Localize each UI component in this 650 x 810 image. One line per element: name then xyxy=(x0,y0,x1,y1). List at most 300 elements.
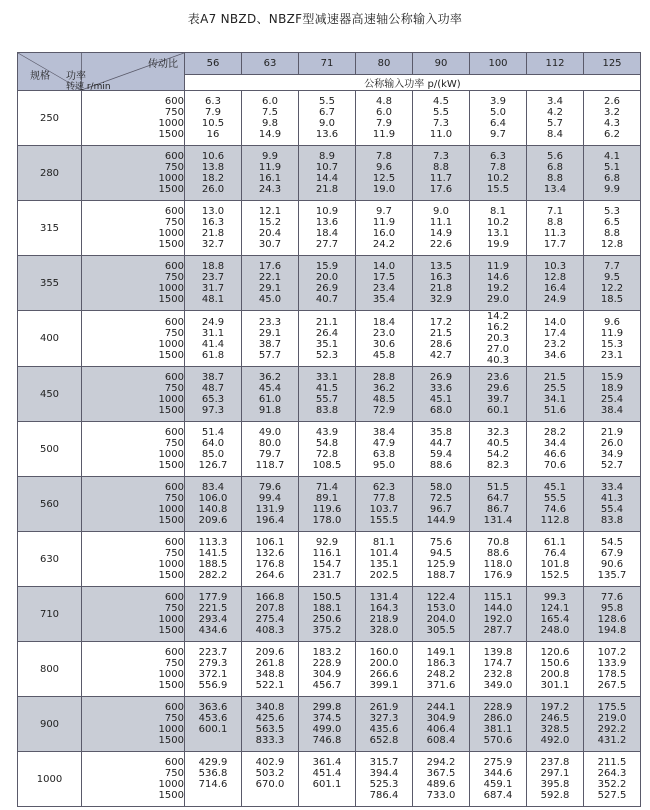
power-value: 786.4 xyxy=(369,790,399,801)
table-row xyxy=(18,367,641,422)
power-value: 7.3 xyxy=(433,151,449,162)
power-value: 434.6 xyxy=(198,625,228,636)
speed-value: 1500 xyxy=(158,239,184,250)
ratio-header-cell: 63 xyxy=(242,53,299,75)
power-value: 45.1 xyxy=(543,482,567,493)
power-value: 14.9 xyxy=(429,228,453,239)
power-values-cell xyxy=(470,752,527,807)
power-value: 34.1 xyxy=(543,394,567,405)
power-value: 17.5 xyxy=(372,272,396,283)
power-value: 126.7 xyxy=(198,460,228,471)
power-value: 45.0 xyxy=(258,294,282,305)
speed-values-cell xyxy=(82,91,185,146)
speed-value: 600 xyxy=(164,482,184,493)
power-value: 144.9 xyxy=(426,515,456,526)
power-value: 9.7 xyxy=(376,206,392,217)
power-values-cell xyxy=(299,587,356,642)
power-values-cell xyxy=(470,91,527,146)
power-value: 55.7 xyxy=(315,394,339,405)
power-value: 228.9 xyxy=(312,658,342,669)
power-value: 77.8 xyxy=(372,493,396,504)
power-values-cell xyxy=(584,532,641,587)
power-table xyxy=(17,52,641,807)
power-values-cell xyxy=(527,422,584,477)
power-value: 188.7 xyxy=(426,570,456,581)
power-value: 372.1 xyxy=(198,669,228,680)
speed-values-cell xyxy=(82,477,185,532)
power-values-cell xyxy=(185,752,242,807)
power-value: 41.4 xyxy=(201,338,225,350)
power-values-cell xyxy=(299,642,356,697)
power-value: 16.1 xyxy=(258,173,282,184)
power-value: 670.0 xyxy=(255,779,285,790)
power-value: 304.9 xyxy=(426,713,456,724)
power-value: 188.1 xyxy=(312,603,342,614)
power-value: 3.4 xyxy=(547,96,563,107)
power-value: 204.0 xyxy=(426,614,456,625)
power-values-cell xyxy=(470,146,527,201)
power-value: 600.1 xyxy=(198,724,228,735)
speed-value: 600 xyxy=(164,316,184,328)
power-value: 348.8 xyxy=(255,669,285,680)
power-value: 17.6 xyxy=(258,261,282,272)
ratio-header-cell: 56 xyxy=(185,53,242,75)
power-value: 16.0 xyxy=(372,228,396,239)
power-value: 275.4 xyxy=(255,614,285,625)
speed-values-cell xyxy=(82,311,185,367)
power-value: 106.0 xyxy=(198,493,228,504)
power-value: 91.8 xyxy=(258,405,282,416)
power-value: 92.9 xyxy=(315,537,339,548)
power-value: 19.9 xyxy=(486,239,510,250)
table-row xyxy=(18,642,641,697)
power-value: 150.5 xyxy=(312,592,342,603)
power-value: 86.7 xyxy=(486,504,510,515)
power-value: 79.6 xyxy=(258,482,282,493)
power-values-cell xyxy=(527,477,584,532)
speed-values-cell xyxy=(82,532,185,587)
power-value: 6.8 xyxy=(604,173,620,184)
power-value: 34.4 xyxy=(543,438,567,449)
power-value: 11.3 xyxy=(543,228,567,239)
power-values-cell xyxy=(299,311,356,367)
size-cell: 900 xyxy=(18,697,82,752)
power-value: 54.2 xyxy=(486,449,510,460)
power-values-cell xyxy=(413,532,470,587)
table-row xyxy=(18,752,641,807)
power-value: 9.5 xyxy=(604,272,620,283)
power-value: 18.4 xyxy=(372,316,396,328)
power-value: 27.7 xyxy=(315,239,339,250)
power-value: 18.4 xyxy=(315,228,339,239)
power-value: 14.0 xyxy=(543,316,567,328)
power-value: 6.3 xyxy=(490,151,506,162)
power-value: 4.5 xyxy=(433,96,449,107)
power-value: 139.8 xyxy=(483,647,513,658)
power-value: 5.0 xyxy=(490,107,506,118)
power-values-cell xyxy=(242,201,299,256)
power-value: 202.5 xyxy=(369,570,399,581)
power-values-cell xyxy=(299,697,356,752)
power-value: 41.5 xyxy=(315,383,339,394)
power-value xyxy=(185,735,241,746)
power-value: 194.8 xyxy=(597,625,627,636)
power-value: 15.9 xyxy=(315,261,339,272)
power-value: 367.5 xyxy=(426,768,456,779)
power-value: 25.4 xyxy=(600,394,624,405)
power-value: 8.8 xyxy=(547,173,563,184)
speed-value: 750 xyxy=(164,548,184,559)
power-values-cell xyxy=(527,91,584,146)
power-value: 5.5 xyxy=(433,107,449,118)
power-values-cell xyxy=(527,367,584,422)
power-value: 3.2 xyxy=(604,107,620,118)
power-value: 499.0 xyxy=(312,724,342,735)
power-value: 406.4 xyxy=(426,724,456,735)
power-value: 29.1 xyxy=(258,283,282,294)
power-value: 152.5 xyxy=(540,570,570,581)
speed-value: 1000 xyxy=(158,228,184,239)
power-value: 301.1 xyxy=(540,680,570,691)
power-value: 7.8 xyxy=(376,151,392,162)
power-value: 264.6 xyxy=(255,570,285,581)
power-value: 20.3 xyxy=(486,333,510,344)
table-title: 表A7 NBZD、NBZF型减速器高速轴公称输入功率 xyxy=(187,12,463,26)
power-value: 31.1 xyxy=(201,327,225,339)
power-value: 14.6 xyxy=(486,272,510,283)
power-value: 14.0 xyxy=(372,261,396,272)
table-row xyxy=(18,532,641,587)
power-value: 32.7 xyxy=(201,239,225,250)
power-value: 7.7 xyxy=(604,261,620,272)
power-value: 45.1 xyxy=(429,394,453,405)
power-values-cell xyxy=(527,642,584,697)
power-value: 59.4 xyxy=(429,449,453,460)
table-row xyxy=(18,587,641,642)
power-value: 132.6 xyxy=(255,548,285,559)
power-values-cell xyxy=(356,311,413,367)
speed-value: 600 xyxy=(164,151,184,162)
power-value: 54.8 xyxy=(315,438,339,449)
size-cell: 280 xyxy=(18,146,82,201)
speed-value: 1500 xyxy=(158,184,184,195)
power-values-cell xyxy=(356,477,413,532)
power-value: 13.6 xyxy=(315,217,339,228)
power-value: 120.6 xyxy=(540,647,570,658)
power-value: 399.1 xyxy=(369,680,399,691)
speed-value: 750 xyxy=(164,327,184,339)
power-value: 9.9 xyxy=(262,151,278,162)
speed-value: 1000 xyxy=(158,449,184,460)
power-value: 244.1 xyxy=(426,702,456,713)
power-value: 17.4 xyxy=(543,327,567,339)
power-value: 299.8 xyxy=(312,702,342,713)
power-value: 22.1 xyxy=(258,272,282,283)
table-row xyxy=(18,422,641,477)
power-value: 5.5 xyxy=(319,96,335,107)
power-value: 26.0 xyxy=(600,438,624,449)
power-value: 294.2 xyxy=(426,757,456,768)
power-value: 10.2 xyxy=(486,173,510,184)
power-value: 7.5 xyxy=(262,107,278,118)
power-value: 7.8 xyxy=(490,162,506,173)
power-value: 9.8 xyxy=(262,118,278,129)
power-value: 63.8 xyxy=(372,449,396,460)
power-values-cell xyxy=(470,311,527,367)
size-label: 规格 xyxy=(30,71,50,82)
power-value: 41.3 xyxy=(600,493,624,504)
power-value: 18.5 xyxy=(600,294,624,305)
power-value: 17.2 xyxy=(429,316,453,328)
power-value: 30.6 xyxy=(372,338,396,350)
power-values-cell xyxy=(185,91,242,146)
power-values-cell xyxy=(356,367,413,422)
power-value: 94.5 xyxy=(429,548,453,559)
power-value: 131.4 xyxy=(483,515,513,526)
power-value: 175.5 xyxy=(597,702,627,713)
power-value: 21.5 xyxy=(429,327,453,339)
power-values-cell xyxy=(185,642,242,697)
speed-value: 750 xyxy=(164,107,184,118)
power-value: 6.0 xyxy=(262,96,278,107)
power-value: 525.3 xyxy=(369,779,399,790)
power-value: 492.0 xyxy=(540,735,570,746)
power-value: 174.7 xyxy=(483,658,513,669)
speed-value: 1000 xyxy=(158,394,184,405)
power-values-cell xyxy=(584,91,641,146)
power-values-cell xyxy=(242,587,299,642)
power-value: 40.3 xyxy=(486,355,510,366)
power-values-cell xyxy=(584,422,641,477)
power-value: 72.9 xyxy=(372,405,396,416)
power-value: 26.9 xyxy=(315,283,339,294)
power-value: 61.1 xyxy=(543,537,567,548)
power-value: 570.6 xyxy=(483,735,513,746)
power-value: 119.6 xyxy=(312,504,342,515)
speed-value: 1000 xyxy=(158,559,184,570)
power-value: 18.2 xyxy=(201,173,225,184)
power-value: 43.9 xyxy=(315,427,339,438)
power-value: 23.4 xyxy=(372,283,396,294)
power-values-cell xyxy=(299,201,356,256)
power-value: 7.9 xyxy=(376,118,392,129)
speed-values-cell xyxy=(82,146,185,201)
power-values-cell xyxy=(527,146,584,201)
power-value: 714.6 xyxy=(198,779,228,790)
power-value: 155.5 xyxy=(369,515,399,526)
power-value: 9.9 xyxy=(604,184,620,195)
power-values-cell xyxy=(527,201,584,256)
power-values-cell xyxy=(185,256,242,311)
speed-value: 750 xyxy=(164,603,184,614)
power-value: 18.8 xyxy=(201,261,225,272)
power-values-cell xyxy=(185,422,242,477)
speed-value: 600 xyxy=(164,206,184,217)
power-value: 42.7 xyxy=(429,349,453,361)
power-value: 38.7 xyxy=(258,338,282,350)
power-value: 21.1 xyxy=(315,316,339,328)
speed-value: 750 xyxy=(164,383,184,394)
power-value: 52.3 xyxy=(315,349,339,361)
power-value: 55.4 xyxy=(600,504,624,515)
power-value: 83.4 xyxy=(201,482,225,493)
power-value: 394.4 xyxy=(369,768,399,779)
power-value: 361.4 xyxy=(312,757,342,768)
power-value: 207.8 xyxy=(255,603,285,614)
power-value: 112.8 xyxy=(540,515,570,526)
power-value: 177.9 xyxy=(198,592,228,603)
power-values-cell xyxy=(185,477,242,532)
power-value: 29.1 xyxy=(258,327,282,339)
power-value: 39.7 xyxy=(486,394,510,405)
power-value: 248.0 xyxy=(540,625,570,636)
power-value: 21.9 xyxy=(600,427,624,438)
power-value: 176.9 xyxy=(483,570,513,581)
power-values-cell xyxy=(242,697,299,752)
speed-value: 1500 xyxy=(158,570,184,581)
power-value: 328.0 xyxy=(369,625,399,636)
speed-value: 1500 xyxy=(158,680,184,691)
power-values-cell xyxy=(185,697,242,752)
power-value: 275.9 xyxy=(483,757,513,768)
power-value xyxy=(185,790,241,801)
power-value: 44.7 xyxy=(429,438,453,449)
power-value: 26.4 xyxy=(315,327,339,339)
power-value: 36.2 xyxy=(372,383,396,394)
power-value: 178.5 xyxy=(597,669,627,680)
power-value: 431.2 xyxy=(597,735,627,746)
power-values-cell xyxy=(413,311,470,367)
power-values-cell xyxy=(185,311,242,367)
power-value: 83.8 xyxy=(600,515,624,526)
power-value: 536.8 xyxy=(198,768,228,779)
power-values-cell xyxy=(470,532,527,587)
power-value: 5.6 xyxy=(547,151,563,162)
power-values-cell xyxy=(413,477,470,532)
power-value: 23.6 xyxy=(486,372,510,383)
power-value: 30.7 xyxy=(258,239,282,250)
power-values-cell xyxy=(584,587,641,642)
speed-values-cell xyxy=(82,642,185,697)
power-value: 24.2 xyxy=(372,239,396,250)
power-value: 10.7 xyxy=(315,162,339,173)
power-value: 592.8 xyxy=(540,790,570,801)
power-value: 489.6 xyxy=(426,779,456,790)
power-value: 176.8 xyxy=(255,559,285,570)
power-value: 9.0 xyxy=(319,118,335,129)
power-value: 21.8 xyxy=(429,283,453,294)
speed-value: 1500 xyxy=(158,735,184,746)
power-value: 103.7 xyxy=(369,504,399,515)
power-value: 55.5 xyxy=(543,493,567,504)
power-value: 122.4 xyxy=(426,592,456,603)
power-value: 101.4 xyxy=(369,548,399,559)
power-value: 153.0 xyxy=(426,603,456,614)
power-value: 70.6 xyxy=(543,460,567,471)
power-value: 48.5 xyxy=(372,394,396,405)
power-values-cell xyxy=(299,422,356,477)
power-values-cell xyxy=(470,587,527,642)
power-values-cell xyxy=(584,367,641,422)
power-value: 118.7 xyxy=(255,460,285,471)
power-values-cell xyxy=(356,201,413,256)
size-cell: 710 xyxy=(18,587,82,642)
power-value: 128.6 xyxy=(597,614,627,625)
power-value: 183.2 xyxy=(312,647,342,658)
power-value: 219.0 xyxy=(597,713,627,724)
power-value: 15.2 xyxy=(258,217,282,228)
size-cell: 250 xyxy=(18,91,82,146)
speed-value: 1000 xyxy=(158,669,184,680)
power-value: 13.1 xyxy=(486,228,510,239)
table-row xyxy=(18,477,641,532)
power-value: 45.4 xyxy=(258,383,282,394)
speed-value: 1500 xyxy=(158,625,184,636)
power-value: 118.0 xyxy=(483,559,513,570)
power-value: 5.3 xyxy=(604,206,620,217)
power-value: 297.1 xyxy=(540,768,570,779)
power-values-cell xyxy=(356,146,413,201)
power-value: 135.1 xyxy=(369,559,399,570)
power-values-cell xyxy=(584,477,641,532)
power-value: 13.0 xyxy=(201,206,225,217)
power-value: 10.2 xyxy=(486,217,510,228)
power-value: 29.6 xyxy=(486,383,510,394)
power-value: 282.2 xyxy=(198,570,228,581)
power-value: 15.9 xyxy=(600,372,624,383)
power-value: 64.0 xyxy=(201,438,225,449)
power-value: 72.5 xyxy=(429,493,453,504)
power-value: 90.6 xyxy=(600,559,624,570)
speed-value: 1500 xyxy=(158,790,184,801)
power-value: 99.3 xyxy=(543,592,567,603)
power-value: 7.9 xyxy=(205,107,221,118)
power-value: 33.6 xyxy=(429,383,453,394)
power-value: 135.7 xyxy=(597,570,627,581)
size-cell: 800 xyxy=(18,642,82,697)
power-value: 40.5 xyxy=(486,438,510,449)
power-value: 608.4 xyxy=(426,735,456,746)
power-value: 74.6 xyxy=(543,504,567,515)
power-values-cell xyxy=(584,311,641,367)
speed-value: 1000 xyxy=(158,338,184,350)
power-value: 97.3 xyxy=(201,405,225,416)
power-value: 293.4 xyxy=(198,614,228,625)
power-value: 28.6 xyxy=(429,338,453,350)
power-values-cell xyxy=(584,256,641,311)
power-value: 24.9 xyxy=(201,316,225,328)
power-value: 8.8 xyxy=(604,228,620,239)
power-value: 61.8 xyxy=(201,349,225,361)
power-value: 77.6 xyxy=(600,592,624,603)
power-values-cell xyxy=(242,91,299,146)
power-value: 200.0 xyxy=(369,658,399,669)
table-row xyxy=(18,201,641,256)
power-value: 451.4 xyxy=(312,768,342,779)
power-value: 115.1 xyxy=(483,592,513,603)
power-value: 28.2 xyxy=(543,427,567,438)
power-value: 64.7 xyxy=(486,493,510,504)
power-value: 12.8 xyxy=(543,272,567,283)
power-values-cell xyxy=(185,146,242,201)
power-value: 124.1 xyxy=(540,603,570,614)
power-value: 23.1 xyxy=(600,349,624,361)
power-label: 功率 xyxy=(66,71,86,82)
speed-value: 600 xyxy=(164,372,184,383)
speed-value: 600 xyxy=(164,757,184,768)
power-value: 352.2 xyxy=(597,779,627,790)
power-value: 35.4 xyxy=(372,294,396,305)
